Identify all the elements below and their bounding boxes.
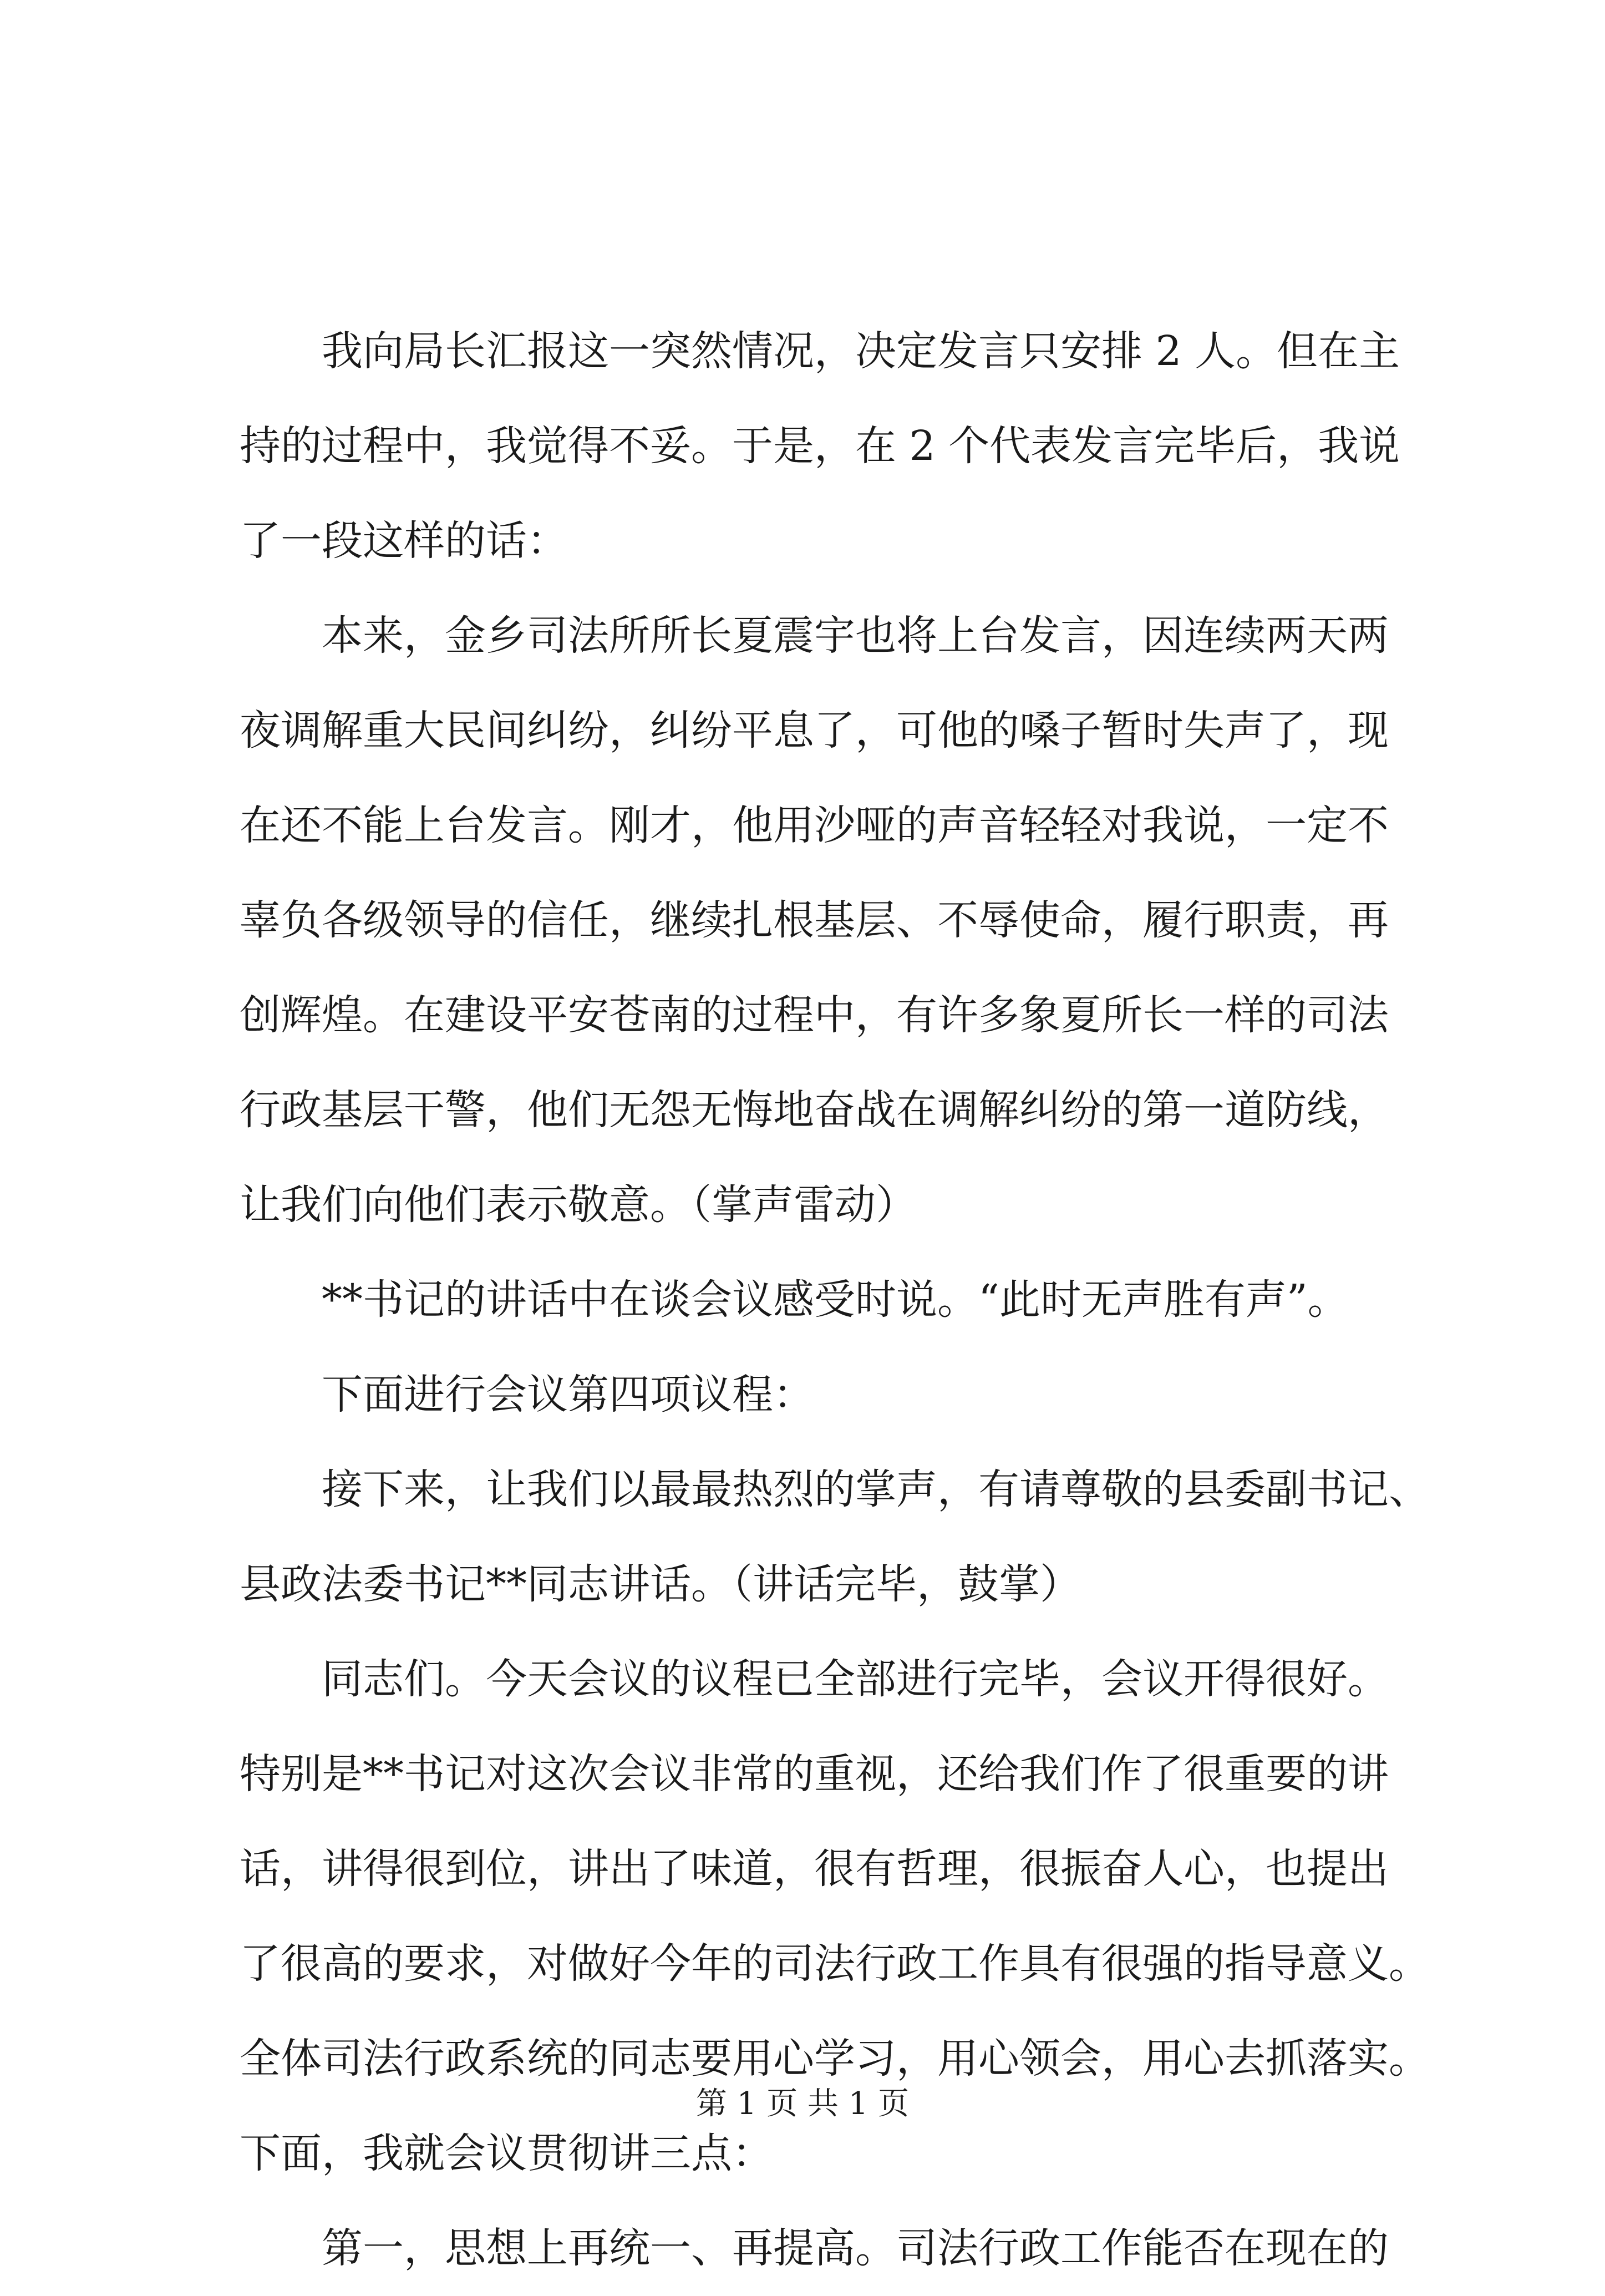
text-line: 下面，我就会议贯彻讲三点： [240, 2130, 773, 2177]
text-line: 辜负各级领导的信任，继续扎根基层、不辱使命，履行职责，再 [240, 896, 1389, 944]
text-line: 我向局长汇报这一突然情况，决定发言只安排 2 人。但在主 [322, 327, 1400, 375]
text-line: 特别是**书记对这次会议非常的重视，还给我们作了很重要的讲 [240, 1750, 1389, 1798]
text-line: 了很高的要求，对做好今年的司法行政工作具有很强的指导意义。 [240, 1940, 1430, 1988]
text-line: 创辉煌。在建设平安苍南的过程中，有许多象夏所长一样的司法 [240, 991, 1389, 1039]
text-line: 本来，金乡司法所所长夏震宇也将上台发言，因连续两天两 [322, 612, 1389, 660]
text-line: 接下来，让我们以最最热烈的掌声，有请尊敬的县委副书记、 [322, 1466, 1430, 1513]
text-line: 行政基层干警，他们无怨无悔地奋战在调解纠纷的第一道防线， [240, 1086, 1389, 1134]
text-line: **书记的讲话中在谈会议感受时说。“此时无声胜有声”。 [322, 1276, 1349, 1324]
text-line: 第一，思想上再统一、再提高。司法行政工作能否在现在的 [322, 2224, 1389, 2272]
text-line: 话，讲得很到位，讲出了味道，很有哲理，很振奋人心，也提出 [240, 1845, 1389, 1893]
page-footer: 第 1 页 共 1 页 [695, 2086, 910, 2122]
text-line: 持的过程中，我觉得不妥。于是，在 2 个代表发言完毕后，我说 [240, 422, 1400, 470]
text-line: 县政法委书记**同志讲话。（讲话完毕，鼓掌） [240, 1560, 1081, 1608]
text-line: 同志们。今天会议的议程已全部进行完毕，会议开得很好。 [322, 1655, 1389, 1703]
text-line: 夜调解重大民间纠纷，纠纷平息了，可他的嗓子暂时失声了，现 [240, 707, 1389, 754]
text-line: 了一段这样的话： [240, 517, 568, 565]
text-line: 全体司法行政系统的同志要用心学习，用心领会，用心去抓落实。 [240, 2035, 1430, 2082]
text-line: 在还不能上台发言。刚才，他用沙哑的声音轻轻对我说，一定不 [240, 802, 1389, 849]
text-line: 让我们向他们表示敬意。（掌声雷动） [240, 1181, 917, 1229]
document-body [240, 304, 1430, 2296]
text-line: 下面进行会议第四项议程： [322, 1371, 814, 1418]
